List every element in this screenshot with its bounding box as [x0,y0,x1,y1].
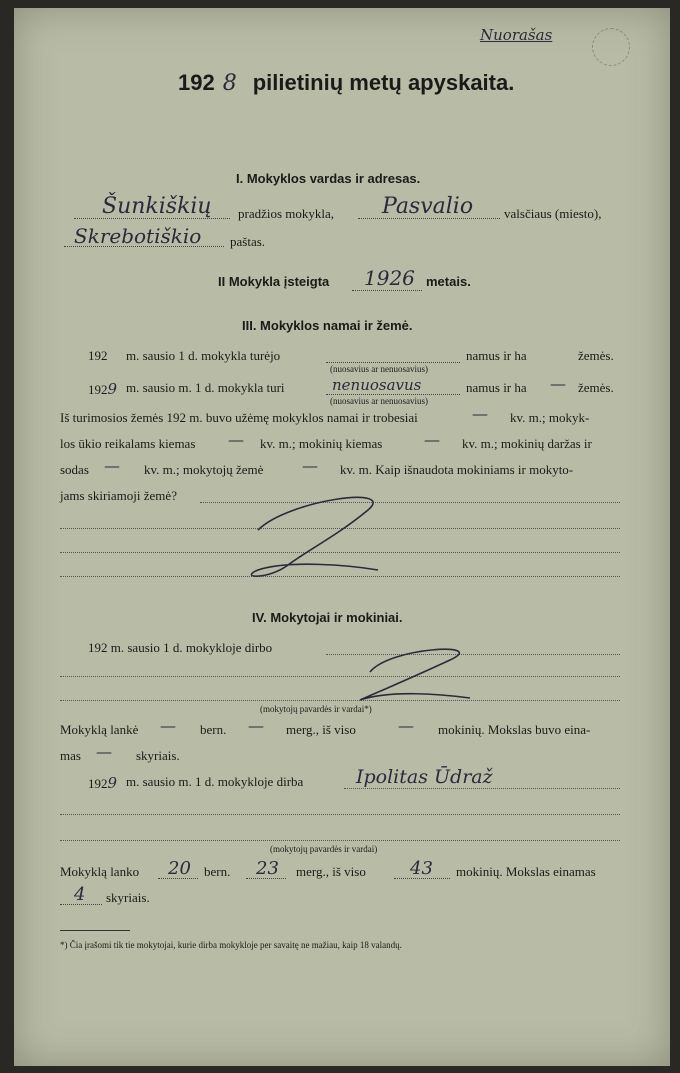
s3-note2: (nuosavius ar nenuosavius) [330,396,428,406]
s4-enroll1-dash3: — [398,716,414,735]
s3-para1-dash: — [472,404,488,423]
s4-enroll1-a: Mokyklą lankė [60,722,139,737]
s3-line1-houses: namus ir ha [466,348,527,363]
s4-line2-year: 1929 [88,774,118,792]
crossed-out-mark-2 [330,642,480,708]
s3-line2-year: 1929 [88,380,118,398]
round-seal-mark [592,28,630,66]
s4-enroll2-b: skyriais. [136,748,180,763]
s3-line2-text: m. sausio m. 1 d. mokykla turi [126,380,285,395]
s4-line2-text: m. sausio m. 1 d. mokykloje dirba [126,774,304,789]
s3-para2b: kv. m.; mokinių kiemas [260,436,383,451]
total-count: 43 [410,858,433,879]
school-type: pradžios mokykla, [238,206,335,221]
s4-note-teachers: (mokytojų pavardės ir vardai*) [260,704,372,714]
section2-prefix: II Mokykla įsteigta [218,274,330,289]
s3-para4: jams skiriamoji žemė? [60,488,177,503]
s3-line1-year: 192 [88,348,108,363]
teacher-name: Ipolitas Ūdraž [356,766,493,788]
s3-line2-year-digit: 9 [107,380,118,398]
district-suffix: valsčiaus (miesto), [504,206,602,221]
s4-enroll2-a: mas [60,748,81,763]
s4-enroll1-b: bern. [200,722,227,737]
title-text: pilietinių metų apyskaita. [252,70,515,95]
s4-enroll1-dash1: — [160,716,176,735]
s3-para3-dash2: — [302,456,318,475]
section1-heading: I. Mokyklos vardas ir adresas. [236,171,421,186]
s4-enr-c: merg., iš viso [296,864,366,879]
document-sheet [14,8,670,1066]
ownership-status: nenuosavus [332,376,422,394]
girls-count: 23 [256,858,279,879]
s4-enroll2-dash: — [96,742,112,761]
s3-note1: (nuosavius ar nenuosavius) [330,364,428,374]
s4-enroll1-c: merg., iš viso [286,722,356,737]
page-title [178,70,514,96]
school-name: Šunkiškių [102,194,212,219]
s3-para2-dash1: — [228,430,244,449]
s3-para3c: kv. m. Kaip išnaudota mokiniams ir mokyto- [340,462,574,477]
footnote-rule [60,930,130,931]
title-year-digit: 8 [222,71,237,96]
s4-note-teachers2: (mokytojų pavardės ir vardai) [270,844,378,854]
s4-line1: 192 m. sausio 1 d. mokykloje dirbo [88,640,273,655]
s3-line1-land: žemės. [578,348,614,363]
post-suffix: paštas. [230,234,266,249]
s3-para2a: los ūkio reikalams kiemas [60,436,196,451]
s3-para2c: kv. m.; mokinių daržas ir [462,436,592,451]
s3-para3b: kv. m.; mokytojų žemė [144,462,264,477]
s3-line2-dash: — [550,374,566,393]
section4-heading: IV. Mokytojai ir mokiniai. [252,610,403,625]
s3-para3-dash1: — [104,456,120,475]
s4-enroll1-d: mokinių. Mokslas buvo eina- [438,722,591,737]
s4-enroll1-dash2: — [248,716,264,735]
s4-line2-year-digit: 9 [107,774,118,792]
post-office: Skrebotiškio [74,224,202,248]
s3-para1-end: kv. m.; mokyk- [510,410,590,425]
s3-para2-dash2: — [424,430,440,449]
district-name: Pasvalio [382,194,474,219]
s3-line2-houses: namus ir ha [466,380,527,395]
s4-enr-d: mokinių. Mokslas einamas [456,864,596,879]
grades-count: 4 [74,884,86,905]
crossed-out-mark [228,490,398,582]
copy-stamp: Nuorašas [480,26,553,44]
s3-line2-land: žemės. [578,380,614,395]
footnote: *) Čia įrašomi tik tie mokytojai, kurie dirba mokykloje per savaitę ne mažiau, kaip 18 valandų. [60,940,402,950]
title-year-prefix: 192 [178,70,215,95]
founding-year: 1926 [364,266,415,290]
section3-heading: III. Mokyklos namai ir žemė. [242,318,413,333]
boys-count: 20 [168,858,191,879]
section2-suffix: metais. [426,274,471,289]
s4-enr-e: skyriais. [106,890,150,905]
s4-enr-a: Mokyklą lanko [60,864,140,879]
s3-para1: Iš turimosios žemės 192 m. buvo užėmę mokyklos namai ir trobesiai [60,410,418,425]
s4-enr-b: bern. [204,864,231,879]
s3-para3a: sodas [60,462,89,477]
s3-line1-text: m. sausio 1 d. mokykla turėjo [126,348,281,363]
